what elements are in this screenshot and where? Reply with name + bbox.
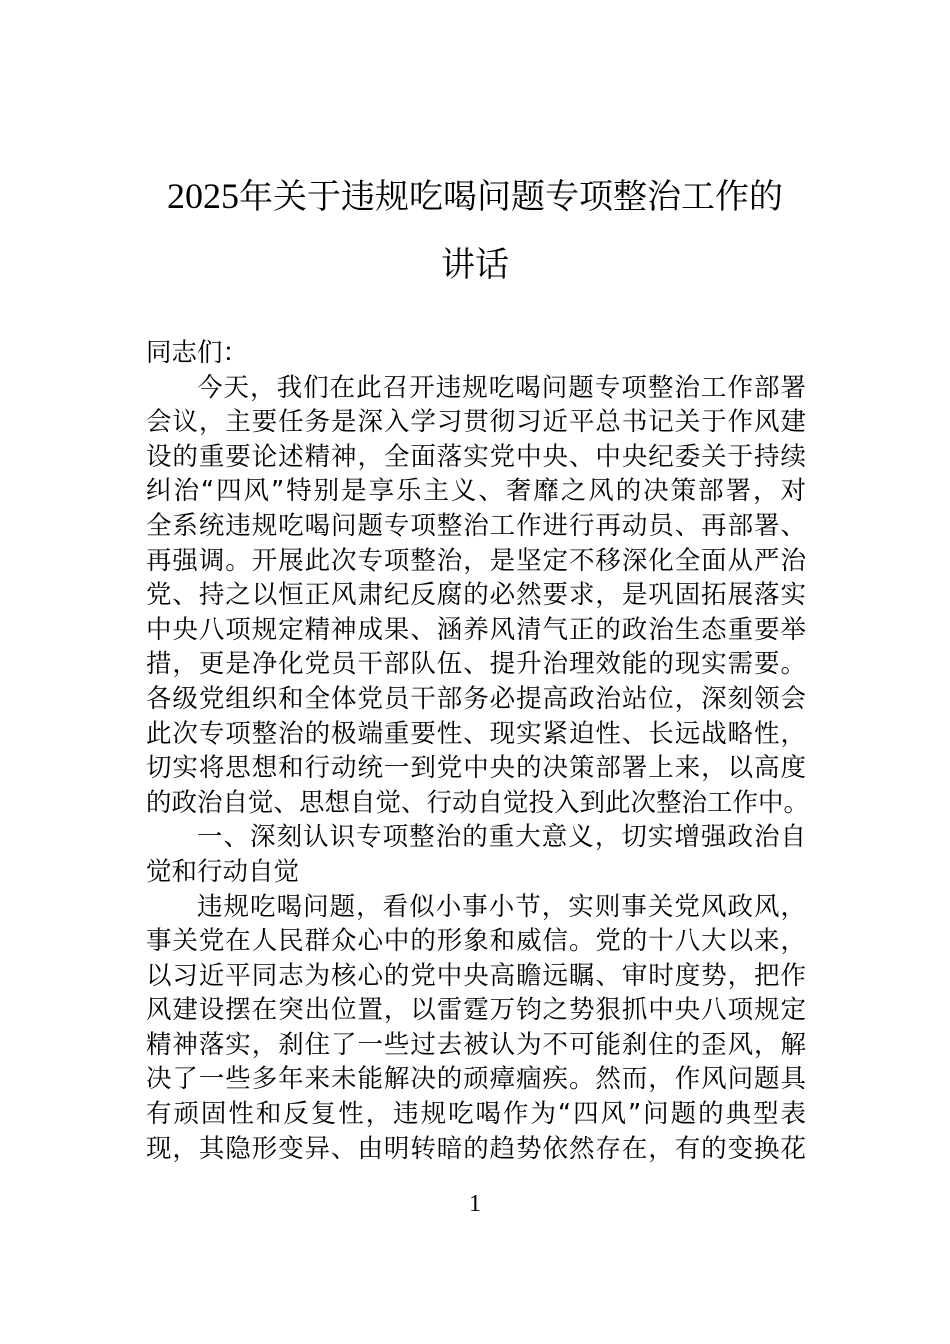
paragraph-1-line-10: 各级党组织和全体党员干部务必提高政治站位，深刻领会 (146, 683, 806, 714)
section-heading-line-1: 一、深刻认识专项整治的重大意义，切实增强政治自 (197, 822, 806, 853)
page-number: 1 (469, 1191, 481, 1217)
paragraph-2-line-7: 有顽固性和反复性，违规吃喝作为“四风”问题的典型表 (146, 1099, 806, 1130)
document-body (146, 336, 810, 1166)
section-heading-line-2: 觉和行动自觉 (146, 856, 300, 887)
paragraph-1-line-6: 再强调。开展此次专项整治，是坚定不移深化全面从严治 (146, 545, 806, 576)
paragraph-1-line-8: 中央八项规定精神成果、涵养风清气正的政治生态重要举 (146, 614, 806, 645)
paragraph-2-line-4: 风建设摆在突出位置，以雷霆万钧之势狠抓中央八项规定 (146, 995, 806, 1026)
title-year: 2025 (167, 176, 239, 216)
paragraph-2-line-2: 事关党在人民群众心中的形象和威信。党的十八大以来， (146, 926, 806, 957)
paragraph-1-line-3: 设的重要论述精神，全面落实党中央、中央纪委关于持续 (146, 441, 806, 472)
paragraph-1-line-12: 切实将思想和行动统一到党中央的决策部署上来，以高度 (146, 753, 806, 784)
salutation: 同志们： (146, 338, 249, 368)
paragraph-1-line-1: 今天，我们在此召开违规吃喝问题专项整治工作部署 (197, 372, 806, 403)
document-title-line-1 (0, 176, 950, 217)
title-text: 年关于违规吃喝问题专项整治工作的 (239, 177, 783, 217)
paragraph-2-line-3: 以习近平同志为核心的党中央高瞻远瞩、审时度势，把作 (146, 960, 806, 991)
paragraph-2-line-5: 精神落实，刹住了一些过去被认为不可能刹住的歪风，解 (146, 1029, 806, 1060)
paragraph-1-line-7: 党、持之以恒正风肃纪反腐的必然要求，是巩固拓展落实 (146, 580, 806, 611)
paragraph-1-line-5: 全系统违规吃喝问题专项整治工作进行再动员、再部署、 (146, 510, 806, 541)
paragraph-2-line-6: 决了一些多年来未能解决的顽瘴痼疾。然而，作风问题具 (146, 1064, 806, 1095)
paragraph-1-line-4: 纠治“四风”特别是享乐主义、奢靡之风的决策部署，对 (146, 476, 806, 507)
paragraph-1-line-11: 此次专项整治的极端重要性、现实紧迫性、长远战略性， (146, 718, 806, 749)
paragraph-1-line-9: 措，更是净化党员干部队伍、提升治理效能的现实需要。 (146, 649, 806, 680)
paragraph-2-line-1: 违规吃喝问题，看似小事小节，实则事关党风政风， (197, 891, 806, 922)
paragraph-1-line-2: 会议，主要任务是深入学习贯彻习近平总书记关于作风建 (146, 407, 806, 438)
paragraph-2-line-8: 现，其隐形变异、由明转暗的趋势依然存在，有的变换花 (146, 1133, 806, 1164)
document-title-line-2: 讲话 (441, 245, 509, 285)
paragraph-1-line-13: 的政治自觉、思想自觉、行动自觉投入到此次整治工作中。 (146, 787, 810, 818)
